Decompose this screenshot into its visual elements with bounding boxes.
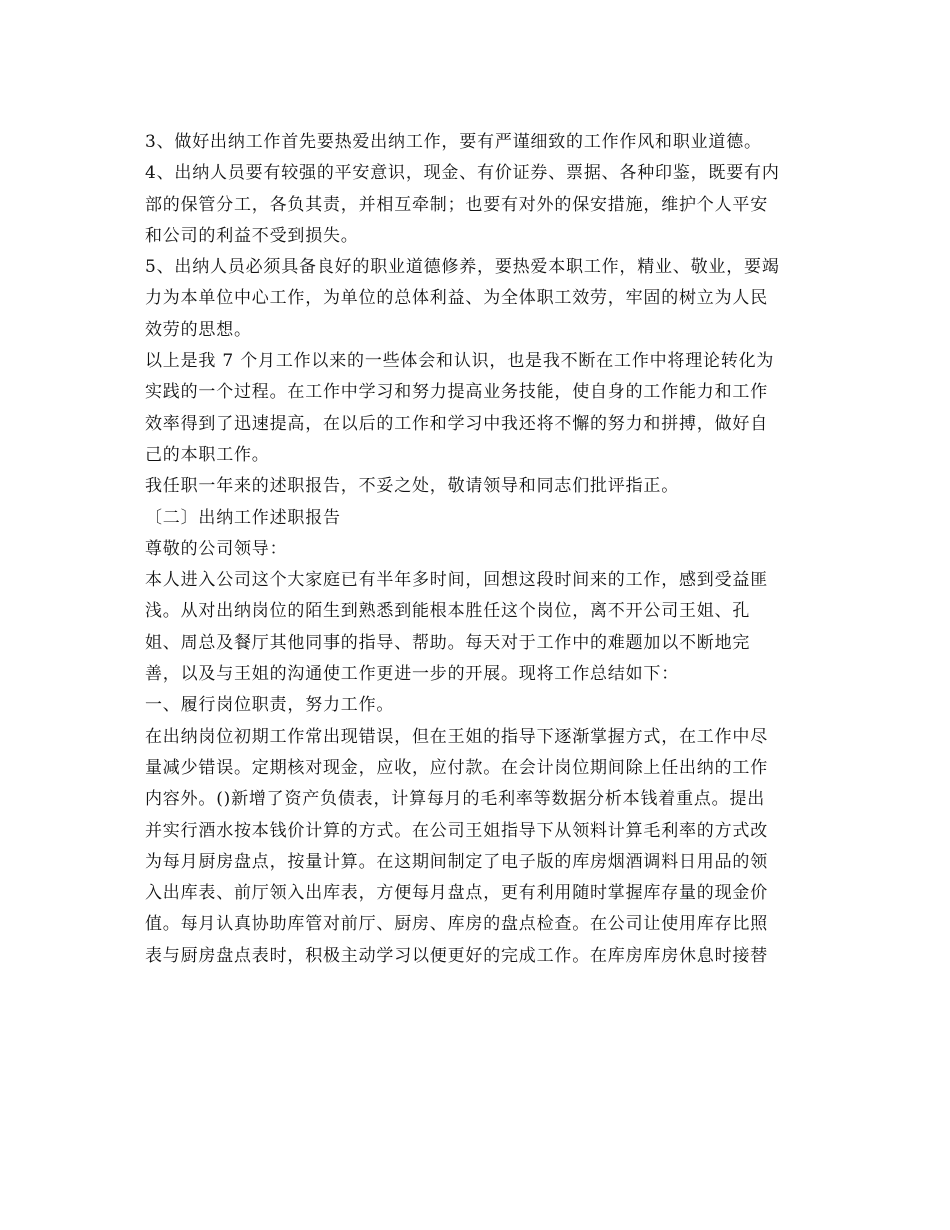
text-line: 己的本职工作。 <box>145 444 270 465</box>
text-line: 3、做好出纳工作首先要热爱出纳工作，要有严谨细致的工作作风和职业道德。 <box>145 132 762 152</box>
text-line: 值。每月认真协助库管对前厅、厨房、库房的盘点检查。在公司让使用库存比照 <box>145 914 768 935</box>
text-line: 力为本单位中心工作，为单位的总体利益、为全体职工效劳，牢固的树立为人民 <box>145 288 768 309</box>
text-line: 入出库表、前厅领入出库表，方便每月盘点，更有利用随时掌握库存量的现金价 <box>145 883 768 904</box>
section-heading: 〔二〕出纳工作述职报告 <box>145 507 341 528</box>
text-line: 以上是我 7 个月工作以来的一些体会和认识，也是我不断在工作中将理论转化为 <box>145 351 775 372</box>
text-line: 量减少错误。定期核对现金，应收，应付款。在会计岗位期间除上任出纳的工作 <box>145 757 768 778</box>
subsection-heading: 一、履行岗位职责，努力工作。 <box>145 695 395 716</box>
text-line: 5、出纳人员必须具备良好的职业道德修养，要热爱本职工作，精业、敬业，要竭 <box>145 257 780 278</box>
document-page <box>145 127 815 972</box>
text-line: 并实行酒水按本钱价计算的方式。在公司王姐指导下从领料计算毛利率的方式改 <box>145 820 768 841</box>
salutation: 尊敬的公司领导： <box>145 538 288 559</box>
text-line: 为每月厨房盘点，按量计算。在这期间制定了电子版的库房烟酒调料日用品的领 <box>145 851 768 872</box>
text-line: 姐、周总及餐厅其他同事的指导、帮助。每天对于工作中的难题加以不断地完 <box>145 632 751 653</box>
text-line: 效劳的思想。 <box>145 319 252 340</box>
text-line: 和公司的利益不受到损失。 <box>145 225 359 246</box>
text-line: 浅。从对出纳岗位的陌生到熟悉到能根本胜任这个岗位，离不开公司王姐、孔 <box>145 601 751 622</box>
text-line: 本人进入公司这个大家庭已有半年多时间，回想这段时间来的工作，感到受益匪 <box>145 570 768 591</box>
text-line: 表与厨房盘点表时，积极主动学习以便更好的完成工作。在库房库房休息时接替 <box>145 945 768 966</box>
text-line: 在出纳岗位初期工作常出现错误，但在王姐的指导下逐渐掌握方式，在工作中尽 <box>145 726 768 747</box>
text-line: 内容外。()新增了资产负债表，计算每月的毛利率等数据分析本钱着重点。提出 <box>145 789 766 810</box>
text-line: 我任职一年来的述职报告，不妥之处，敬请领导和同志们批评指正。 <box>145 476 679 497</box>
text-line: 善，以及与王姐的沟通使工作更进一步的开展。现将工作总结如下： <box>145 664 679 685</box>
text-line: 实践的一个过程。在工作中学习和努力提高业务技能，使自身的工作能力和工作 <box>145 382 768 403</box>
text-line: 效率得到了迅速提高，在以后的工作和学习中我还将不懈的努力和拼搏，做好自 <box>145 413 768 434</box>
text-line: 部的保管分工，各负其责，并相互牵制；也要有对外的保安措施，维护个人平安 <box>145 194 768 215</box>
text-line: 4、出纳人员要有较强的平安意识，现金、有价证券、票据、各种印鉴，既要有内 <box>145 163 780 184</box>
